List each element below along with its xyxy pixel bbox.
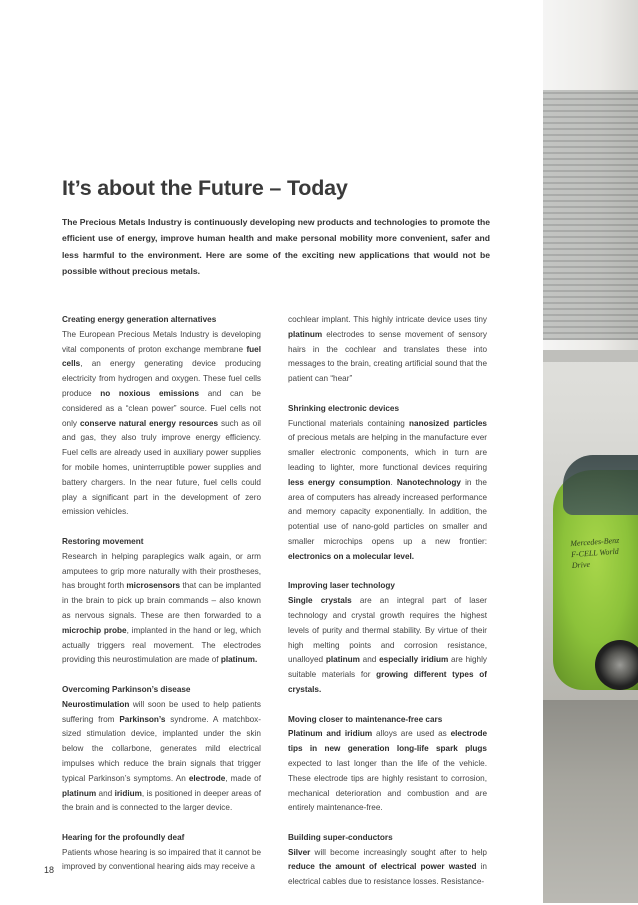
ground [543,700,638,903]
body-text: . [390,477,397,487]
highlight: reduce the amount of electrical power wasted [288,862,477,872]
section-laser [288,579,487,697]
body-text: such as oil and gas, they also truly improve energy efficiency. Fuel cells are already used in auxiliary power supplies for mobile homes, uninterruptible power supplies and battery chargers. In the near future, fuel cells could play a significant part in the development of zero emission vehicles. [62,418,261,517]
highlight: platinum [325,655,360,665]
section-heading: Moving closer to maintenance-free cars [288,714,443,724]
section-superconductors [288,831,487,890]
body-text: that can be implanted in the brain to pick up brain commands – also known as nervous signals. These are then forwarded to a [62,581,261,620]
highlight: electrode [188,773,226,783]
intro-paragraph: The Precious Metals Industry is continuously developing new products and technologies to promote the efficient use of energy, improve human health and make personal mobility more convenient, safer and less harmful to the environment. Here are some of the exciting new applications that would not be possible without precious metals. [62,217,490,277]
highlight: Silver [288,847,311,857]
section-cars [288,713,487,817]
highlight: conserve natural energy resources [79,418,219,428]
car-photo [543,0,638,903]
building-windows [543,90,638,340]
body-text: , implanted in the hand or leg, which actually triggers real movement. The electrodes providing this neurostimulation are made of [62,625,261,665]
section-heading: Overcoming Parkinson’s disease [62,684,191,694]
section-heading: Improving laser technology [288,581,395,591]
body-text: of precious metals are helping in the manufacture ever smaller electronic components, which in turn are leading to lighter, more functional devices requiring [288,433,487,472]
body-text: Research in helping paraplegics walk again, or arm amputees to grip more naturally with their prostheses, has brought forth [62,551,261,591]
highlight: Platinum and iridium [288,729,373,739]
page-title: It’s about the Future – Today [62,176,348,200]
body-text: , made of [225,773,261,783]
section-heading: Shrinking electronic devices [288,403,400,413]
body-text: and [359,655,380,665]
highlight: no noxious emissions [100,388,200,398]
section-parkinsons [62,683,261,816]
section-energy [62,313,261,520]
body-text: cochlear implant. This highly intricate device uses tiny [288,315,487,324]
page-number: 18 [44,865,55,875]
section-cochlear-cont [288,313,487,387]
body-text: and can be considered as a “clean power” source. Fuel cells not only [62,388,261,428]
body-text: and [96,788,115,798]
section-heading: Creating energy generation alternatives [62,315,217,324]
body-text: alloys are used as [372,729,451,739]
body-text: Patients whose hearing is so impaired that it cannot be improved by conventional hearing aids may receive a [62,847,261,872]
body-text: electrodes to sense movement of sensory hairs in the cochlear and translates these into messages to the brain, creating artificial sound that the patient can “hear” [288,329,487,384]
body-text: are an integral part of laser technology and crystal growth requires the highest levels of purity and thermal stability. By virtue of their high melting points and corrosion resistance, unalloyed [288,596,488,665]
section-heading: Hearing for the profoundly deaf [62,832,185,842]
highlight: nanosized particles [409,418,487,428]
highlight: microsensors [126,581,181,591]
car-lettering: Mercedes-Benz F-CELL World Drive [569,535,620,571]
building-canopy [543,350,638,362]
car-wheel [595,640,638,690]
body-text: are highly suitable materials for [288,655,487,680]
highlight: Single crystals [288,596,352,606]
body-text: syndrome. A matchbox-sized stimulation device, implanted under the skin below the collarbone, generates mild electrical impulses which reduce the brain signals that trigger typical Parkinson’s symptoms. An [62,714,261,783]
body-text: The European Precious Metals Industry is developing vital components of proton exchange membrane [62,329,261,354]
highlight: electronics on a molecular level. [288,551,415,561]
highlight: Neurostimulation [62,699,130,709]
section-heading: Building super-conductors [288,832,393,842]
body-text: in electrical cables due to resistance losses. Resistance- [288,862,487,887]
body-text: expected to last longer than the life of the vehicle. These electrode tips are highly resistant to corrosion, mechanical deterioration and combustion and are entirely maintenance-free. [288,758,487,813]
highlight: less energy consumption [288,477,391,487]
body-text: will become increasingly sought after to help [310,847,487,857]
highlight: platinum [288,329,323,339]
highlight: platinum [62,788,97,798]
body-text: will soon be used to help patients suffering from [62,699,261,724]
highlight: especially iridium [379,655,449,665]
body-text: in the area of computers has already increased performance and memory capacity exponentially. In addition, the potential use of nano-gold particles on smaller and smaller microchips opens up a new frontier: [288,477,487,546]
left-column [62,313,261,890]
section-heading: Restoring movement [62,536,144,546]
section-electronics [288,402,487,565]
section-movement [62,535,261,668]
highlight: growing different types of crystals. [288,670,487,694]
body-text: , is positioned in deeper areas of the brain and is connected to the larger device. [62,788,261,813]
highlight: Parkinson’s [119,714,166,724]
highlight: Nanotechnology [396,477,461,487]
highlight: fuel cells [62,344,261,369]
highlight: platinum. [220,655,258,665]
highlight: microchip probe [62,625,127,635]
body-text: Functional materials containing [288,418,410,428]
highlight: iridium [114,788,142,798]
highlight: electrode tips in new generation long-life spark plugs [288,729,487,754]
right-column [288,313,487,905]
car-window [563,455,638,515]
section-hearing [62,831,261,875]
body-text: , an energy generating device producing electricity from hydrogen and oxygen. These fuel cells produce [62,359,261,398]
